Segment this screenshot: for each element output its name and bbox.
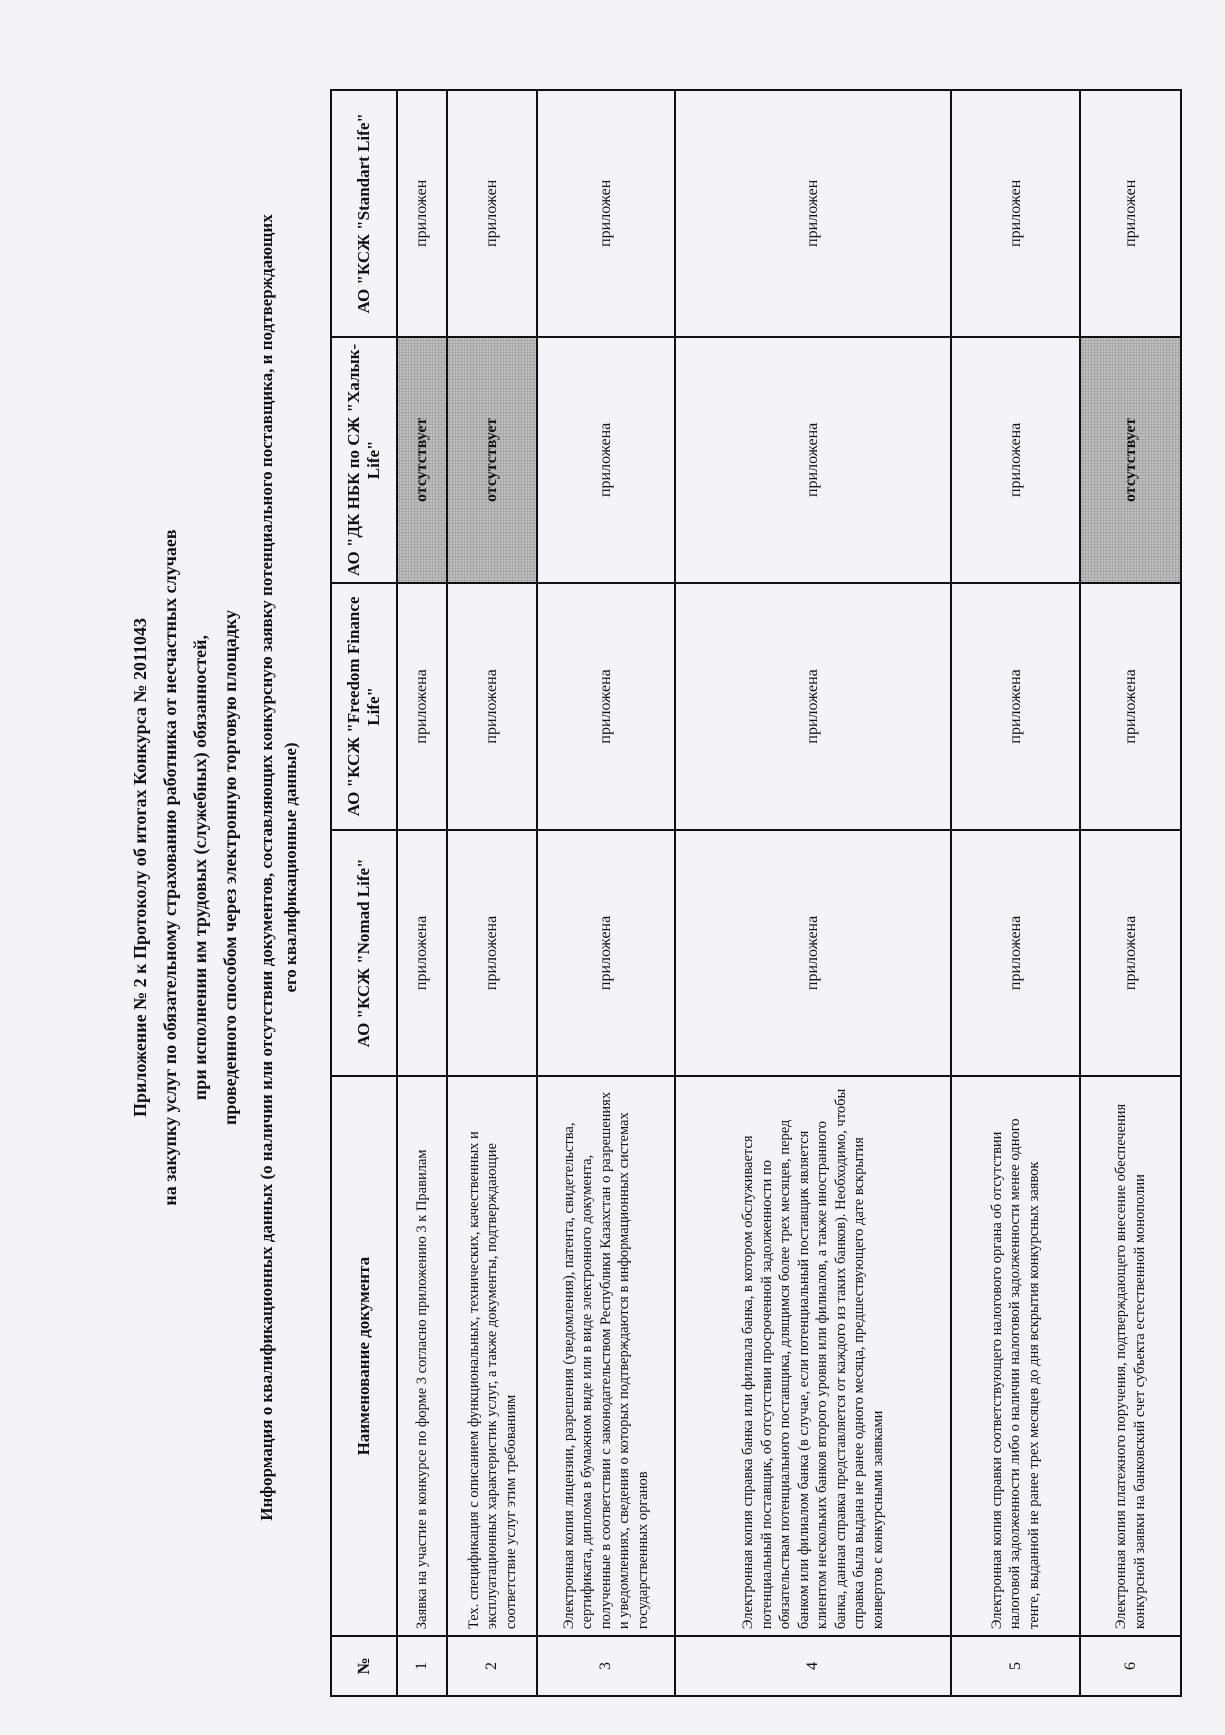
table-row (397, 90, 447, 1696)
status-cell: отсутствует (1080, 337, 1181, 584)
status-cell: приложена (537, 830, 675, 1077)
column-header-standart-life: АО "КСЖ "Standart Life" (331, 90, 397, 337)
column-header-nomad-life: АО "КСЖ "Nomad Life" (331, 830, 397, 1077)
column-header-document-name: Наименование документа (331, 1076, 397, 1636)
table-row (675, 90, 951, 1696)
document-name-cell: Электронная копия справка банка или филиала банка, в котором обслуживается потенциальный поставщик, об отсутствии просроченной задолженности по обязательствам потенциального поставщика, длящимся более трех месяцев, перед банком или филиалом банка (в случае, если потенциальный поставщик является клиентом нескольких банков второго уровня или филиалов, а также иностранного банка, данная справка представляется от каждого из таких банков). Необходимо, чтобы справка была выдана не ранее одного месяца, предшествующего дате вскрытия конвертов с конкурсными заявками (675, 1076, 951, 1636)
status-cell: приложена (951, 337, 1080, 584)
table-row (951, 90, 1080, 1696)
status-cell: приложена (951, 830, 1080, 1077)
table-body (397, 90, 1181, 1696)
document-header (125, 0, 245, 1735)
status-cell: отсутствует (397, 337, 447, 584)
header-line: при исполнении им трудовых (служебных) обязанностей, (190, 634, 210, 1101)
status-cell: приложена (1080, 583, 1181, 830)
status-cell: приложена (397, 583, 447, 830)
row-number: 4 (675, 1636, 951, 1696)
status-cell: приложена (537, 337, 675, 584)
column-header-freedom-finance-life: АО "КСЖ "Freedom Finance Life" (331, 583, 397, 830)
table-row (1080, 90, 1181, 1696)
row-number: 6 (1080, 1636, 1181, 1696)
row-number: 1 (397, 1636, 447, 1696)
status-cell: приложена (1080, 830, 1181, 1077)
status-cell: приложена (951, 583, 1080, 830)
document-name-cell: Электронная копия справки соответствующего налогового органа об отсутствии налоговой задолженности либо о наличии налоговой задолженности менее одного тенге, выданной не ранее трех месяцев до дня вскрытия конкурсных заявок (951, 1076, 1080, 1636)
table-header-row (331, 90, 397, 1696)
status-cell: приложен (951, 90, 1080, 337)
caption-line: Информация о квалификационных данных (о наличии или отсутствии документов, составляющих конкурсную заявку потенциального поставщика, и подтверждающих (257, 214, 276, 1521)
caption-line: его квалификационные данные) (281, 742, 300, 993)
table-row (537, 90, 675, 1696)
status-cell: приложена (675, 830, 951, 1077)
qualification-table (330, 89, 1182, 1697)
header-line: проведенного способом через электронную торговую площадку (220, 610, 240, 1125)
status-cell: приложен (537, 90, 675, 337)
status-cell: приложен (1080, 90, 1181, 337)
status-cell: приложена (675, 337, 951, 584)
document-name-cell: Заявка на участие в конкурсе по форме 3 согласно приложению 3 к Правилам (397, 1076, 447, 1636)
table-caption (255, 0, 303, 1735)
status-cell: приложен (675, 90, 951, 337)
header-line: на закупку услуг по обязательному страхованию работника от несчастных случаев (160, 529, 180, 1206)
row-number: 2 (447, 1636, 537, 1696)
status-cell: отсутствует (447, 337, 537, 584)
document-name-cell: Тех. спецификация с описанием функциональных, технических, качественных и эксплуатационных характеристик услуг, а также документы, подтверждающие соответствие услуг этим требованиям (447, 1076, 537, 1636)
table-row (447, 90, 537, 1696)
column-header-halyk-life: АО "ДК НБК по СЖ "Халык-Life" (331, 337, 397, 584)
status-cell: приложена (397, 830, 447, 1077)
status-cell: приложена (675, 583, 951, 830)
row-number: 3 (537, 1636, 675, 1696)
document-name-cell: Электронная копия лицензии, разрешения (уведомления), патента, свидетельства, сертификата, диплома в бумажном виде или в виде электронного документа, полученные в соответствии с законодательством Республики Казахстан о разрешениях и уведомлениях, сведения о которых подтверждаются в информационных системах государственных органов (537, 1076, 675, 1636)
status-cell: приложен (447, 90, 537, 337)
status-cell: приложен (397, 90, 447, 337)
status-cell: приложена (447, 583, 537, 830)
status-cell: приложена (447, 830, 537, 1077)
row-number: 5 (951, 1636, 1080, 1696)
column-header-number: № (331, 1636, 397, 1696)
status-cell: приложена (537, 583, 675, 830)
document-name-cell: Электронная копия платежного поручения, подтверждающего внесение обеспечения конкурсной заявки на банковский счет субъекта естественной монополии (1080, 1076, 1181, 1636)
header-line: Приложение № 2 к Протоколу об итогах Конкурса № 2011043 (130, 618, 150, 1118)
